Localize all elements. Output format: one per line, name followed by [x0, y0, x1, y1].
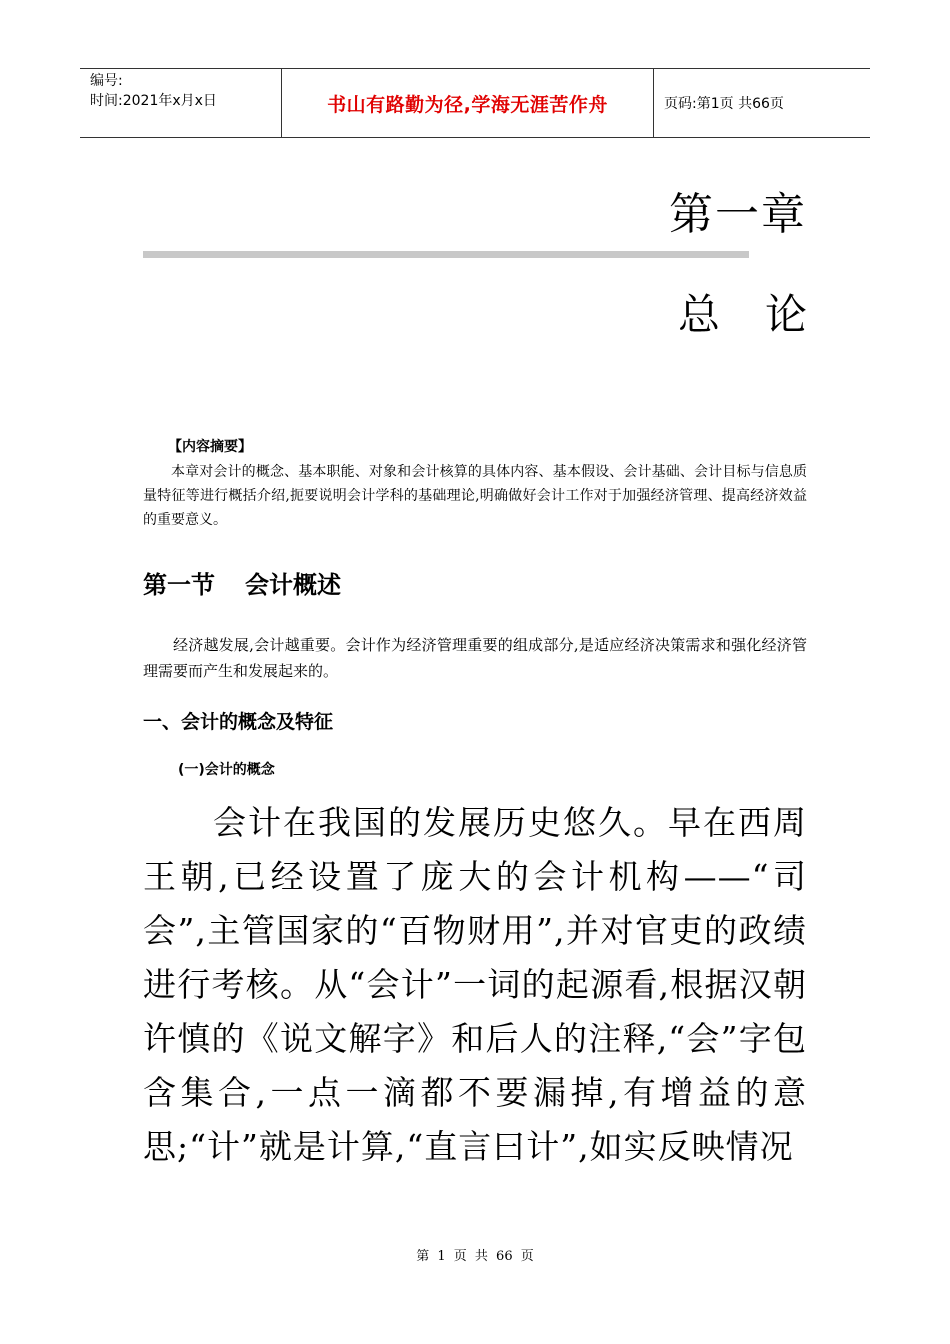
subsection-subheading: (一)会计的概念 — [178, 762, 275, 778]
header-meta — [80, 69, 281, 137]
document-header — [80, 68, 870, 138]
subsection-heading: 一、会计的概念及特征 — [143, 711, 334, 733]
chapter-number: 第一章 — [669, 189, 807, 240]
section-title: 会计概述 — [245, 571, 341, 599]
section-intro: 经济越发展,会计越重要。会计作为经济管理重要的组成部分,是适应经济决策需求和强化经济管理需要而产生和发展起来的。 — [143, 636, 807, 680]
number-label: 编号: — [90, 73, 123, 89]
abstract-text: 本章对会计的概念、基本职能、对象和会计核算的具体内容、基本假设、会计基础、会计目标与信息质量特征等进行概括介绍,扼要说明会计学科的基础理论,明确做好会计工作对于加强经济管理、提高经济效益的重要意义。 — [143, 464, 807, 528]
body-paragraph: 会计在我国的发展历史悠久。早在西周王朝,已经设置了庞大的会计机构——“司会”,主管国家的“百物财用”,并对官吏的政绩进行考核。从“会计”一词的起源看,根据汉朝许慎的《说文解字》和后人的注释,“会”字包含集合,一点一滴都不要漏掉,有增益的意思;“计”就是计算,“直言曰计”,如实反映情况 — [143, 803, 807, 1166]
section-number: 第一节 — [143, 571, 215, 599]
header-motto-cell — [281, 69, 654, 137]
header-motto: 书山有路勤为径,学海无涯苦作舟 — [327, 93, 608, 116]
abstract-label: 【内容摘要】 — [168, 439, 252, 455]
header-page-info: 页码:第1页 共66页 — [664, 96, 784, 112]
chapter-title: 总论 — [677, 290, 852, 339]
time-label: 时间:2021年x月x日 — [90, 93, 217, 109]
chapter-divider — [143, 251, 749, 258]
page-footer: 第 1 页 共 66 页 — [416, 1249, 534, 1264]
section-heading — [143, 565, 341, 600]
